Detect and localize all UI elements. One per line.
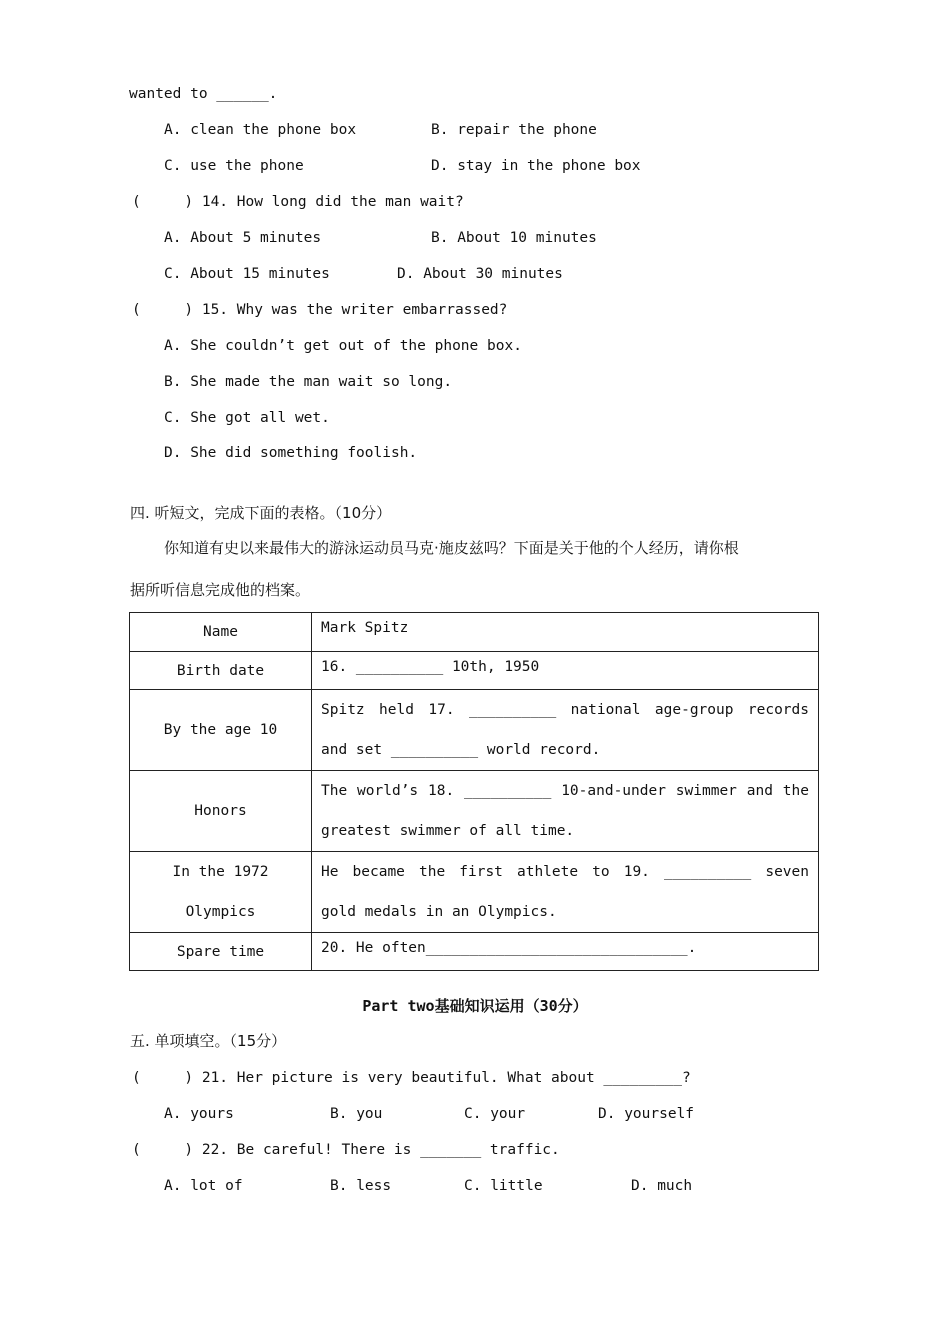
q13-option-c: C. use the phone (164, 158, 304, 174)
q22-option-d: D. much (631, 1178, 693, 1194)
q21-option-c: C. your (464, 1106, 526, 1122)
row-value: Spitz held 17. __________ national age-group records and set __________ world record. (312, 690, 819, 771)
q15-option-b: B. She made the man wait so long. (164, 374, 453, 390)
q14-option-d: D. About 30 minutes (397, 266, 563, 282)
row-value: Mark Spitz (312, 613, 819, 652)
row-value: He became the first athlete to 19. __________ seven gold medals in an Olympics. (312, 852, 819, 933)
q21-stem: ( ) 21. Her picture is very beautiful. What about _________? (132, 1070, 691, 1086)
q13-option-d: D. stay in the phone box (431, 158, 641, 174)
table-row (130, 652, 819, 690)
row-label: In the 1972 Olympics (130, 852, 312, 933)
row-value: 16. __________ 10th, 1950 (312, 652, 819, 690)
q22-stem: ( ) 22. Be careful! There is _______ traffic. (132, 1142, 560, 1158)
q15-option-a: A. She couldn’t get out of the phone box. (164, 338, 522, 354)
section4-intro-line2: 据所听信息完成他的档案。 (130, 581, 311, 599)
q21-option-d: D. yourself (598, 1106, 695, 1122)
q22-option-c: C. little (464, 1178, 543, 1194)
q22-option-b: B. less (330, 1178, 392, 1194)
table-row (130, 933, 819, 971)
row-label: Birth date (130, 652, 312, 690)
q15-option-d: D. She did something foolish. (164, 445, 418, 461)
q13-option-a: A. clean the phone box (164, 122, 357, 138)
table-row (130, 613, 819, 652)
q14-stem: ( ) 14. How long did the man wait? (132, 194, 464, 210)
part-two-title: Part two基础知识运用（30分） (362, 997, 588, 1015)
table-row (130, 690, 819, 771)
section4-intro-line1: 你知道有史以来最伟大的游泳运动员马克·施皮兹吗？下面是关于他的个人经历，请你根 (164, 539, 739, 557)
row-label: Honors (130, 771, 312, 852)
q13-stem-tail: wanted to ______. (129, 86, 278, 102)
row-value: 20. He often______________________________. (312, 933, 819, 971)
q21-option-a: A. yours (164, 1106, 234, 1122)
table-row (130, 771, 819, 852)
q14-option-b: B. About 10 minutes (431, 230, 597, 246)
q13-option-b: B. repair the phone (431, 122, 597, 138)
section4-heading: 四. 听短文，完成下面的表格。（10分） (130, 504, 392, 522)
q14-option-c: C. About 15 minutes (164, 266, 330, 282)
row-label: Name (130, 613, 312, 652)
q14-option-a: A. About 5 minutes (164, 230, 322, 246)
row-value: The world’s 18. __________ 10-and-under swimmer and the greatest swimmer of all time. (312, 771, 819, 852)
row-label: By the age 10 (130, 690, 312, 771)
row-label: Spare time (130, 933, 312, 971)
spitz-profile-table (129, 612, 819, 971)
table-row (130, 852, 819, 933)
q21-option-b: B. you (330, 1106, 383, 1122)
q15-option-c: C. She got all wet. (164, 410, 330, 426)
q22-option-a: A. lot of (164, 1178, 243, 1194)
q15-stem: ( ) 15. Why was the writer embarrassed? (132, 302, 508, 318)
section5-heading: 五. 单项填空。（15分） (130, 1032, 287, 1050)
